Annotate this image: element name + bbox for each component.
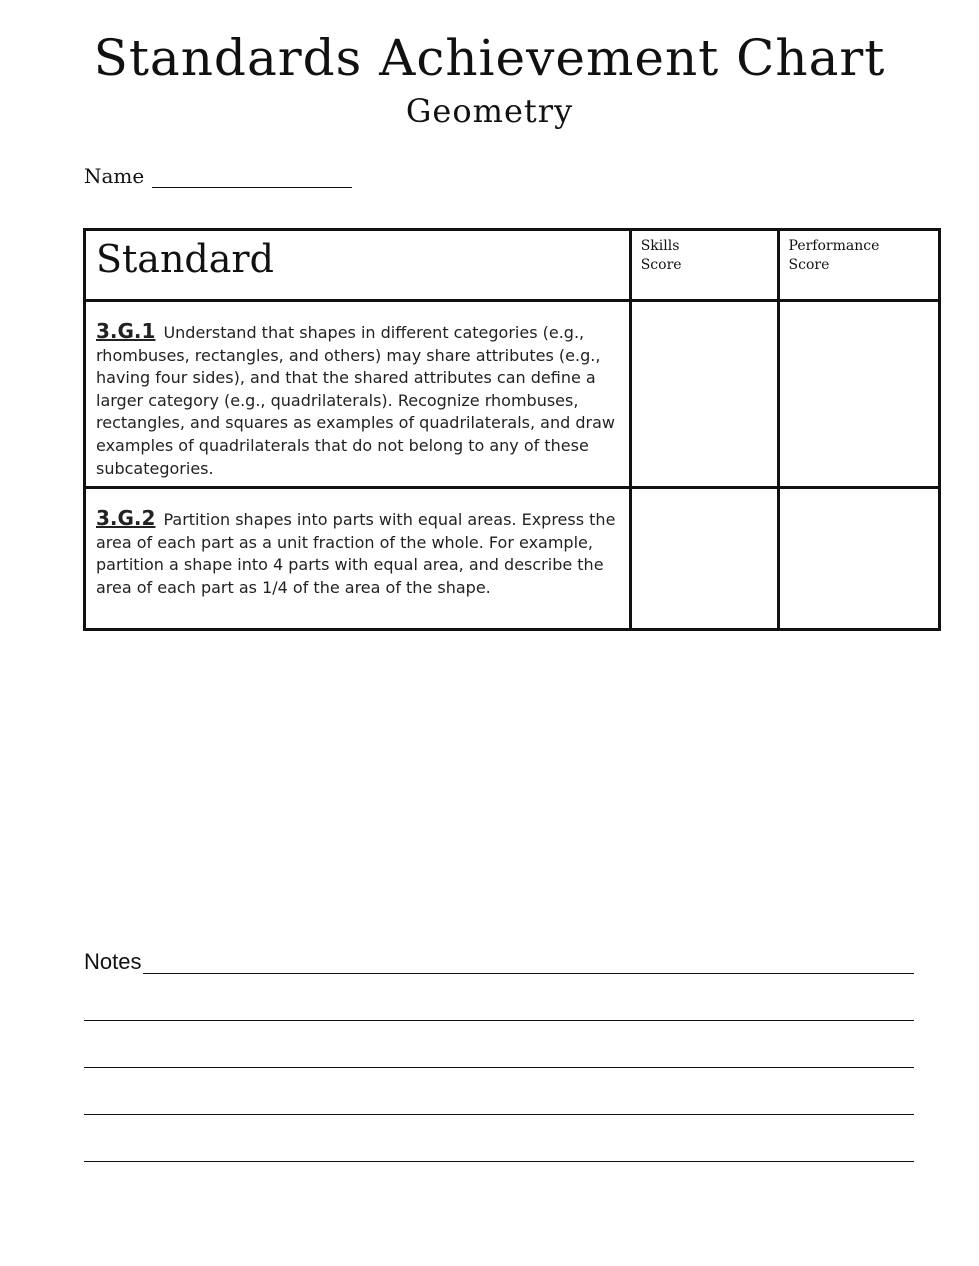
notes-line[interactable] (84, 1115, 914, 1162)
notes-line[interactable] (84, 1068, 914, 1115)
skills-score-cell[interactable] (630, 488, 778, 630)
standard-cell (85, 488, 631, 630)
table-row (85, 301, 940, 488)
table-row (85, 488, 940, 630)
name-field (84, 164, 352, 188)
table-header-row (85, 230, 940, 301)
notes-label: Notes (84, 949, 142, 974)
name-input-line[interactable] (152, 165, 352, 188)
notes-first-line (84, 948, 914, 974)
notes-line[interactable] (84, 974, 914, 1021)
notes-line[interactable] (143, 949, 914, 974)
standard-description: Understand that shapes in different categories (e.g., rhombuses, rectangles, and others) may share attributes (e.g., having four sides), and that the shared attributes can define a larger category (e.g., quadrilaterals). Recognize rhombuses, rectangles, and squares as examples of quadrilaterals, and draw examples of quadrilaterals that do not belong to any of these subcategories. (96, 323, 615, 478)
standard-code: 3.G.1 (96, 319, 156, 343)
standard-description: Partition shapes into parts with equal areas. Express the area of each part as a unit fraction of the whole. For example, partition a shape into 4 parts with equal area, and describe the area of each part as 1/4 of the area of the shape. (96, 510, 616, 597)
performance-score-label: Performance Score (788, 238, 880, 273)
standards-table (83, 228, 941, 631)
standard-cell (85, 301, 631, 488)
standard-code: 3.G.2 (96, 506, 156, 531)
page-title: Standards Achievement Chart (93, 29, 886, 87)
skills-score-label: Skills Score (640, 238, 682, 273)
skills-score-cell[interactable] (630, 301, 778, 488)
performance-score-cell[interactable] (778, 488, 939, 630)
performance-score-cell[interactable] (778, 301, 939, 488)
notes-section (84, 948, 914, 1162)
name-label: Name (84, 164, 145, 188)
column-header-standard: Standard (85, 230, 631, 301)
column-header-performance-score (778, 230, 939, 301)
notes-line[interactable] (84, 1021, 914, 1068)
column-header-skills-score (630, 230, 778, 301)
page-subtitle: Geometry (405, 92, 574, 130)
